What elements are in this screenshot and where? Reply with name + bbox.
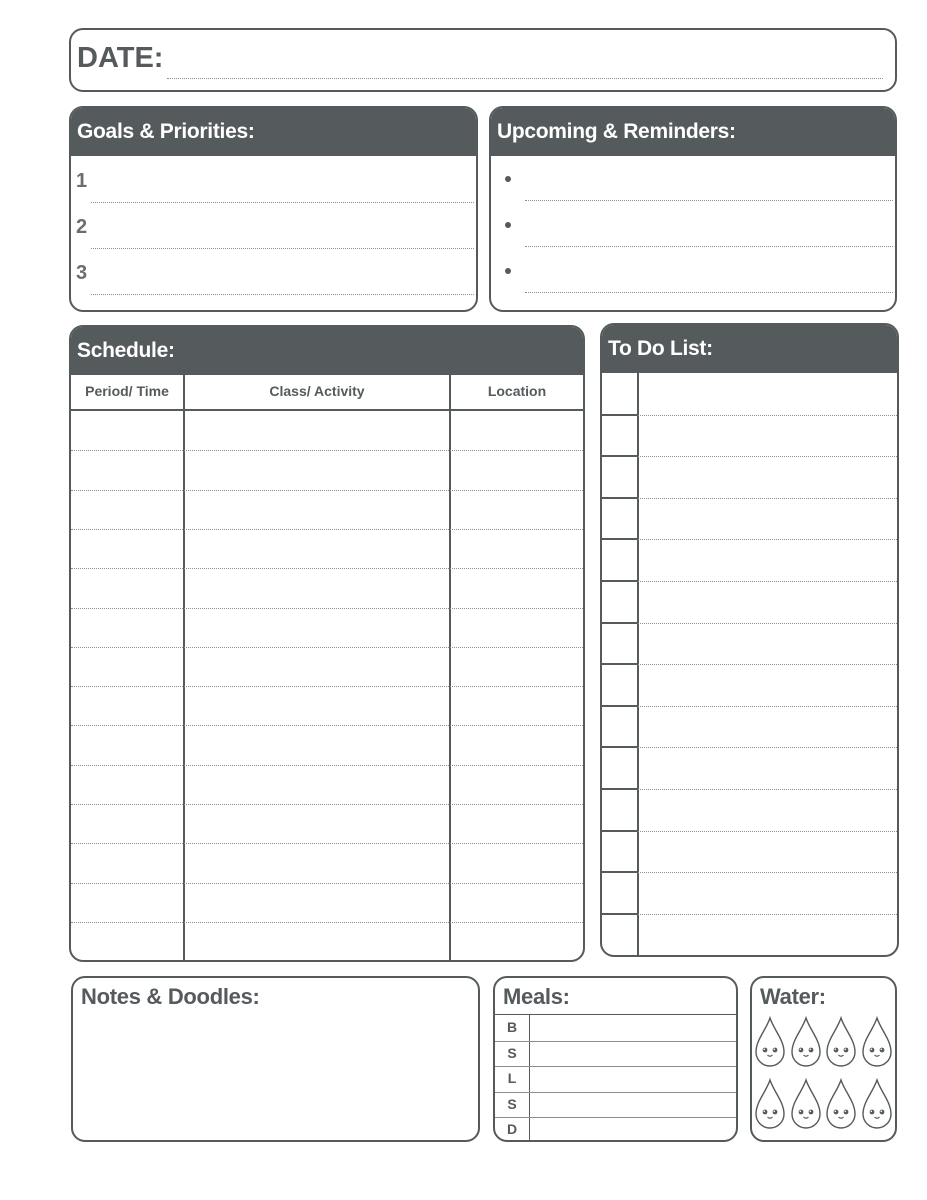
schedule-row-line[interactable] — [71, 608, 583, 609]
upcoming-title: Upcoming & Reminders: — [491, 108, 895, 156]
goal-number: 3 — [76, 262, 88, 284]
goal-line[interactable] — [91, 202, 474, 203]
todo-checkbox[interactable] — [602, 539, 637, 581]
bullet-icon — [505, 222, 511, 228]
todo-item-line[interactable] — [638, 539, 897, 540]
water-drop-icon[interactable] — [825, 1078, 857, 1130]
schedule-row-line[interactable] — [71, 686, 583, 687]
meal-letter: B — [506, 1019, 518, 1035]
header-divider — [71, 409, 583, 411]
schedule-row-line[interactable] — [71, 922, 583, 923]
column-header-period: Period/ Time — [85, 383, 169, 399]
column-divider — [183, 373, 185, 960]
upcoming-box — [489, 106, 897, 312]
notes-box[interactable] — [71, 976, 480, 1142]
bullet-icon — [505, 176, 511, 182]
water-drop-icon[interactable] — [790, 1016, 822, 1068]
todo-item-line[interactable] — [638, 456, 897, 457]
schedule-row-line[interactable] — [71, 450, 583, 451]
schedule-row-line[interactable] — [71, 765, 583, 766]
schedule-row-line[interactable] — [71, 490, 583, 491]
todo-item-line[interactable] — [638, 831, 897, 832]
water-box — [750, 976, 897, 1142]
todo-checkbox[interactable] — [602, 706, 637, 748]
meal-row-line[interactable] — [495, 1041, 736, 1042]
todo-checkbox[interactable] — [602, 664, 637, 706]
todo-item-line[interactable] — [638, 664, 897, 665]
notes-title: Notes & Doodles: — [81, 984, 260, 1009]
todo-item-line[interactable] — [638, 706, 897, 707]
meal-row-line[interactable] — [495, 1117, 736, 1118]
todo-box — [600, 323, 899, 957]
date-label: DATE: — [77, 42, 164, 74]
goals-title: Goals & Priorities: — [71, 108, 476, 156]
todo-item-line[interactable] — [638, 581, 897, 582]
todo-checkbox[interactable] — [602, 872, 637, 914]
todo-checkbox[interactable] — [602, 914, 637, 956]
reminder-line[interactable] — [525, 246, 893, 247]
goal-number: 1 — [76, 170, 88, 192]
todo-item-line[interactable] — [638, 747, 897, 748]
schedule-box — [69, 325, 585, 962]
meals-header-divider — [495, 1014, 736, 1015]
meals-box — [493, 976, 738, 1142]
goal-line[interactable] — [91, 248, 474, 249]
todo-checkbox[interactable] — [602, 581, 637, 623]
todo-item-line[interactable] — [638, 872, 897, 873]
water-title: Water: — [760, 984, 826, 1009]
column-divider — [449, 373, 451, 960]
meal-row-line[interactable] — [495, 1066, 736, 1067]
meal-letter: S — [507, 1044, 517, 1061]
schedule-row-line[interactable] — [71, 725, 583, 726]
water-drop-icon[interactable] — [754, 1078, 786, 1130]
schedule-row-line[interactable] — [71, 529, 583, 530]
todo-item-line[interactable] — [638, 623, 897, 624]
todo-item-line[interactable] — [638, 498, 897, 499]
water-drop-icon[interactable] — [754, 1016, 786, 1068]
reminder-line[interactable] — [525, 292, 893, 293]
todo-checkbox[interactable] — [602, 789, 637, 831]
todo-checkbox[interactable] — [602, 831, 637, 873]
water-drop-icon[interactable] — [790, 1078, 822, 1130]
water-drop-icon[interactable] — [861, 1078, 893, 1130]
meal-letter: L — [507, 1070, 517, 1087]
column-header-activity: Class/ Activity — [269, 383, 365, 399]
water-drop-icon[interactable] — [825, 1016, 857, 1068]
meal-letter: S — [507, 1095, 517, 1112]
goal-line[interactable] — [91, 294, 474, 295]
schedule-row-line[interactable] — [71, 843, 583, 844]
todo-checkbox[interactable] — [602, 623, 637, 665]
reminder-line[interactable] — [525, 200, 893, 201]
schedule-row-line[interactable] — [71, 568, 583, 569]
todo-title: To Do List: — [602, 325, 897, 373]
schedule-row-line[interactable] — [71, 804, 583, 805]
column-header-location: Location — [487, 383, 547, 399]
schedule-title: Schedule: — [71, 327, 583, 375]
schedule-row-line[interactable] — [71, 647, 583, 648]
date-box — [69, 28, 897, 92]
goal-number: 2 — [76, 216, 88, 238]
todo-checkbox[interactable] — [602, 415, 637, 457]
meal-letter: D — [506, 1121, 518, 1138]
meals-title: Meals: — [503, 984, 570, 1009]
todo-checkbox[interactable] — [602, 373, 637, 415]
schedule-row-line[interactable] — [71, 883, 583, 884]
meals-letter-divider — [529, 1014, 530, 1140]
todo-item-line[interactable] — [638, 415, 897, 416]
todo-item-line[interactable] — [638, 914, 897, 915]
bullet-icon — [505, 268, 511, 274]
meal-row-line[interactable] — [495, 1092, 736, 1093]
todo-checkbox[interactable] — [602, 747, 637, 789]
todo-item-line[interactable] — [638, 789, 897, 790]
schedule-table — [71, 373, 583, 960]
goals-box — [69, 106, 478, 312]
water-drop-icon[interactable] — [861, 1016, 893, 1068]
todo-checkbox[interactable] — [602, 456, 637, 498]
todo-checkbox[interactable] — [602, 498, 637, 540]
date-field[interactable] — [167, 78, 883, 79]
